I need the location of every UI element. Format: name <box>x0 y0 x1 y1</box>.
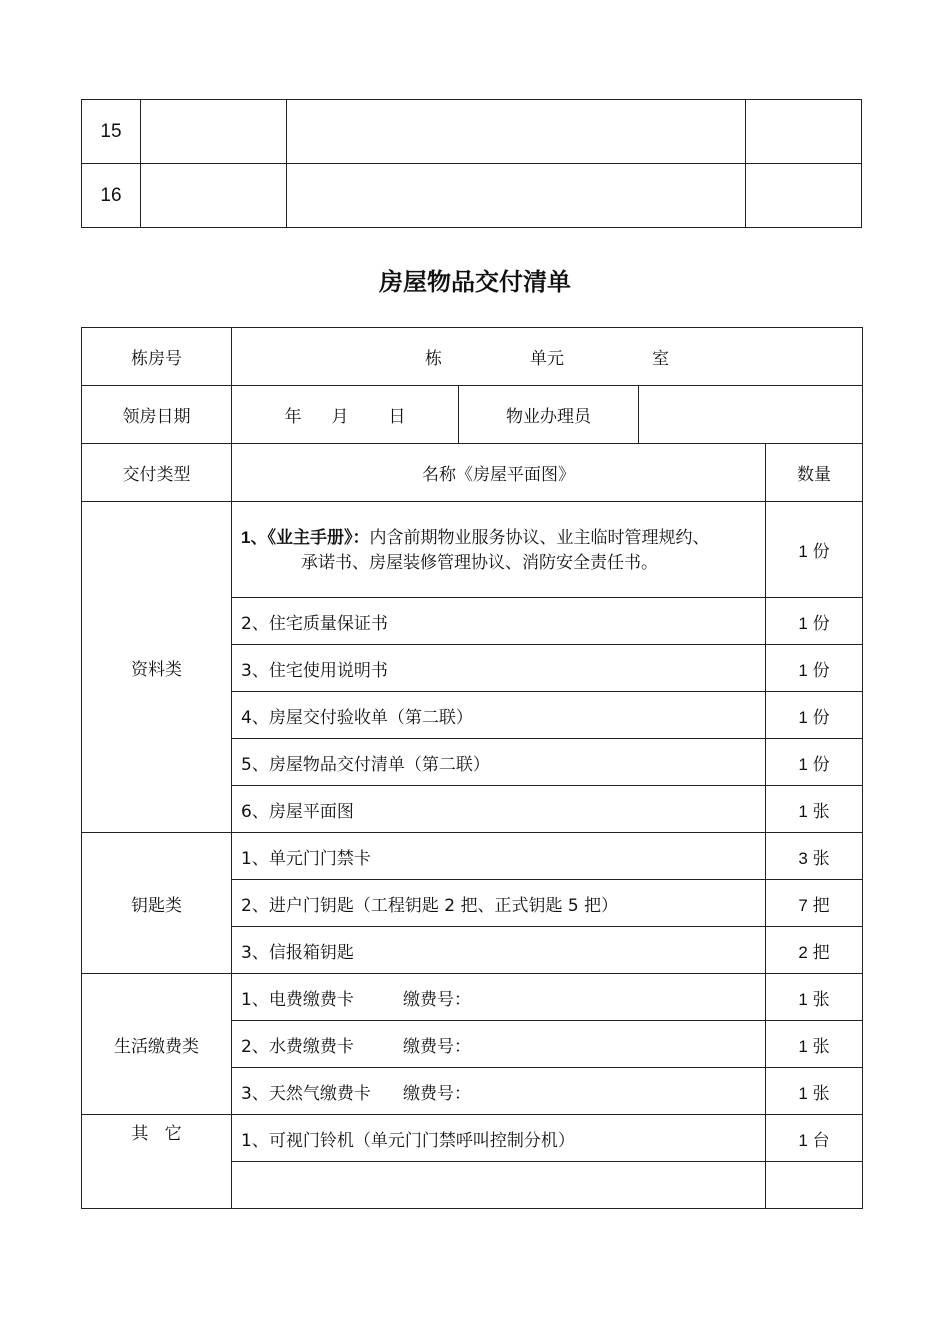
item-qty: 1 份 <box>766 502 863 598</box>
table-row <box>82 328 863 386</box>
day-part: 日 <box>388 407 406 427</box>
item-qty: 1 张 <box>766 1068 863 1115</box>
item-qty: 1 份 <box>766 645 863 692</box>
item-owner-manual <box>232 502 766 598</box>
qty-header: 数量 <box>766 444 863 502</box>
staff-value <box>639 386 863 444</box>
item-name: 1、单元门门禁卡 <box>232 833 766 880</box>
item-qty: 1 份 <box>766 598 863 645</box>
table-row <box>82 386 863 444</box>
item-name <box>232 1021 766 1068</box>
table-cell <box>141 164 287 228</box>
item-qty: 1 份 <box>766 692 863 739</box>
room-part: 室 <box>652 349 669 369</box>
type-header: 交付类型 <box>82 444 232 502</box>
unit-part: 单元 <box>530 349 564 369</box>
item-qty: 1 张 <box>766 1021 863 1068</box>
table-cell <box>746 164 862 228</box>
item-name: 2、住宅质量保证书 <box>232 598 766 645</box>
item-name: 6、房屋平面图 <box>232 786 766 833</box>
item-qty: 2 把 <box>766 927 863 974</box>
row-number: 16 <box>82 164 141 228</box>
item-text: 3、天然气缴费卡 <box>241 1083 371 1104</box>
item-name: 2、进户门钥匙（工程钥匙 2 把、正式钥匙 5 把） <box>232 880 766 927</box>
item-name: 3、信报箱钥匙 <box>232 927 766 974</box>
table-row <box>82 833 863 880</box>
year-part: 年 <box>284 407 302 427</box>
building-part: 栋 <box>425 349 442 369</box>
item-name: 4、房屋交付验收单（第二联） <box>232 692 766 739</box>
table-cell <box>287 100 746 164</box>
category-other: 其 它 <box>82 1115 232 1209</box>
table-row <box>82 444 863 502</box>
previous-table <box>81 99 862 228</box>
category-docs: 资料类 <box>82 502 232 833</box>
staff-label: 物业办理员 <box>459 386 639 444</box>
row-number: 15 <box>82 100 141 164</box>
item-sub: 缴费号： <box>403 989 471 1010</box>
item-name <box>232 974 766 1021</box>
item-name: 5、房屋物品交付清单（第二联） <box>232 739 766 786</box>
item-text: 2、水费缴费卡 <box>241 1036 354 1057</box>
table-cell <box>141 100 287 164</box>
item-qty: 1 张 <box>766 974 863 1021</box>
table-row <box>82 1115 863 1162</box>
table-row <box>82 164 862 228</box>
item-qty: 1 份 <box>766 739 863 786</box>
delivery-list-table <box>81 327 863 1209</box>
category-keys: 钥匙类 <box>82 833 232 974</box>
building-label: 栋房号 <box>82 328 232 386</box>
name-header: 名称《房屋平面图》 <box>232 444 766 502</box>
month-part: 月 <box>331 407 349 427</box>
table-row <box>82 100 862 164</box>
table-row <box>82 502 863 598</box>
item-name <box>232 1068 766 1115</box>
table-row <box>82 974 863 1021</box>
item-name: 1、可视门铃机（单元门门禁呼叫控制分机） <box>232 1115 766 1162</box>
item-qty <box>766 1162 863 1209</box>
building-value <box>232 328 863 386</box>
item-qty: 1 张 <box>766 786 863 833</box>
item-qty: 3 张 <box>766 833 863 880</box>
date-label: 领房日期 <box>82 386 232 444</box>
item-sub: 缴费号： <box>403 1036 471 1057</box>
table-cell <box>746 100 862 164</box>
item-text: 1、电费缴费卡 <box>241 989 354 1010</box>
page-title: 房屋物品交付清单 <box>379 268 571 296</box>
table-cell <box>287 164 746 228</box>
item-qty: 7 把 <box>766 880 863 927</box>
item-qty: 1 台 <box>766 1115 863 1162</box>
item-prefix: 1、《业主手册》： <box>241 528 370 548</box>
category-utilities: 生活缴费类 <box>82 974 232 1115</box>
date-value <box>232 386 459 444</box>
item-name <box>232 1162 766 1209</box>
item-name: 3、住宅使用说明书 <box>232 645 766 692</box>
item-sub: 缴费号： <box>403 1083 471 1104</box>
item-text-2: 承诺书、房屋装修管理协议、消防安全责任书。 <box>301 553 658 573</box>
item-text: 内含前期物业服务协议、业主临时管理规约、 <box>369 528 710 548</box>
